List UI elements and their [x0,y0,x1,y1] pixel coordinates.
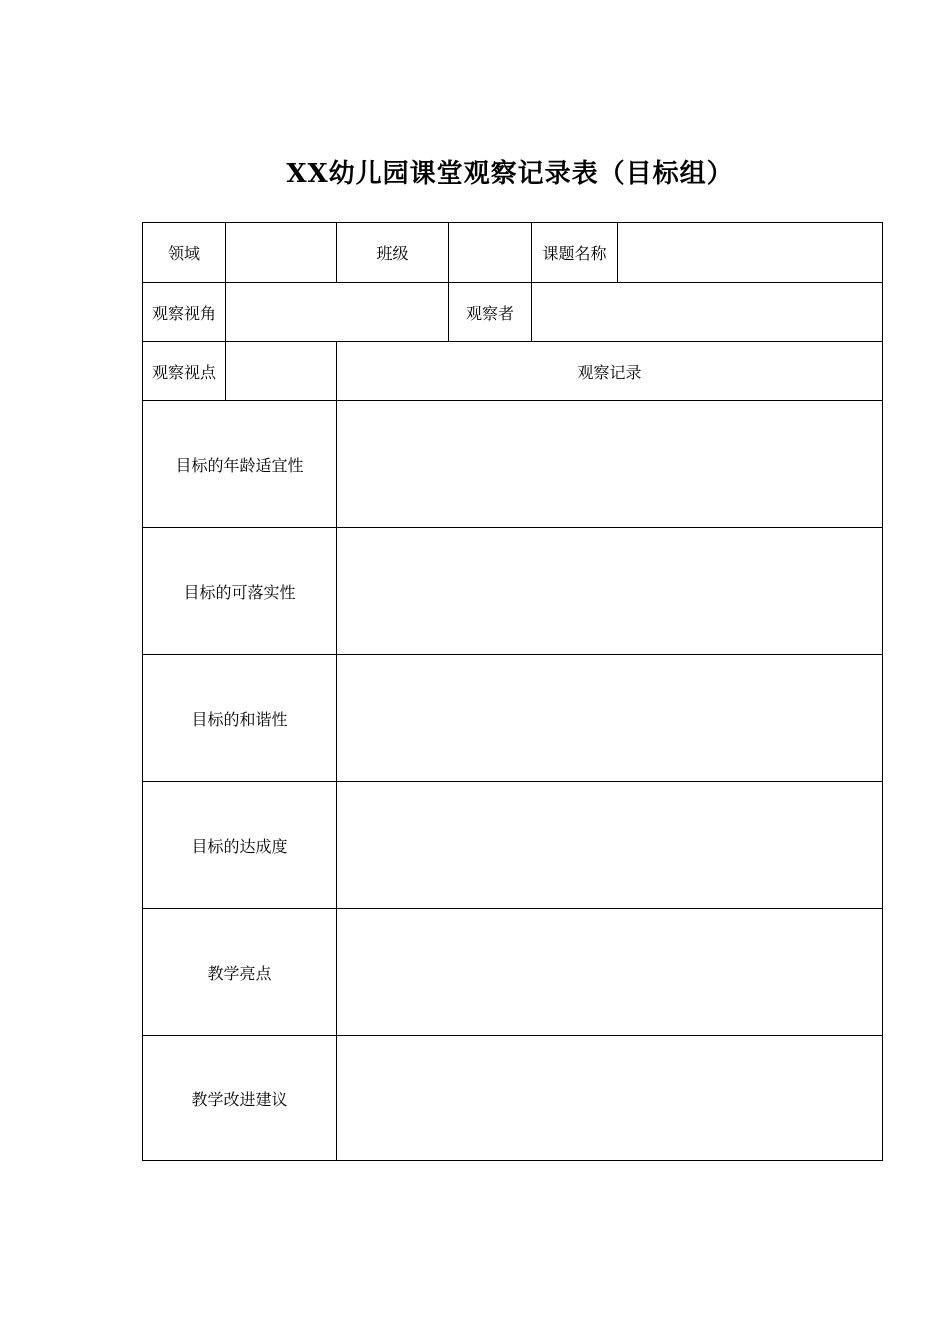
observation-form-table [142,222,883,1161]
item-record-achievement[interactable] [336,781,883,909]
class-value-cell[interactable] [448,222,532,283]
observer-value-cell[interactable] [531,282,883,342]
item-label-highlights: 教学亮点 [142,908,337,1036]
record-header: 观察记录 [336,341,883,401]
item-label-age-appropriateness: 目标的年龄适宜性 [142,400,337,528]
item-record-improvement-suggestions[interactable] [336,1035,883,1161]
field-value-cell[interactable] [225,222,337,283]
item-record-harmony[interactable] [336,654,883,782]
perspective-label: 观察视角 [142,282,226,342]
viewpoint-value-cell[interactable] [225,341,337,401]
field-label: 领域 [142,222,226,283]
observer-label: 观察者 [448,282,532,342]
item-record-age-appropriateness[interactable] [336,400,883,528]
item-label-achievement: 目标的达成度 [142,781,337,909]
item-label-feasibility: 目标的可落实性 [142,527,337,655]
topic-value-cell[interactable] [617,222,883,283]
topic-label: 课题名称 [531,222,618,283]
perspective-value-cell[interactable] [225,282,449,342]
item-label-harmony: 目标的和谐性 [142,654,337,782]
page-title: XX幼儿园课堂观察记录表（目标组） [286,159,734,189]
class-label: 班级 [336,222,449,283]
item-record-highlights[interactable] [336,908,883,1036]
item-record-feasibility[interactable] [336,527,883,655]
viewpoint-label: 观察视点 [142,341,226,401]
item-label-improvement-suggestions: 教学改进建议 [142,1035,337,1161]
